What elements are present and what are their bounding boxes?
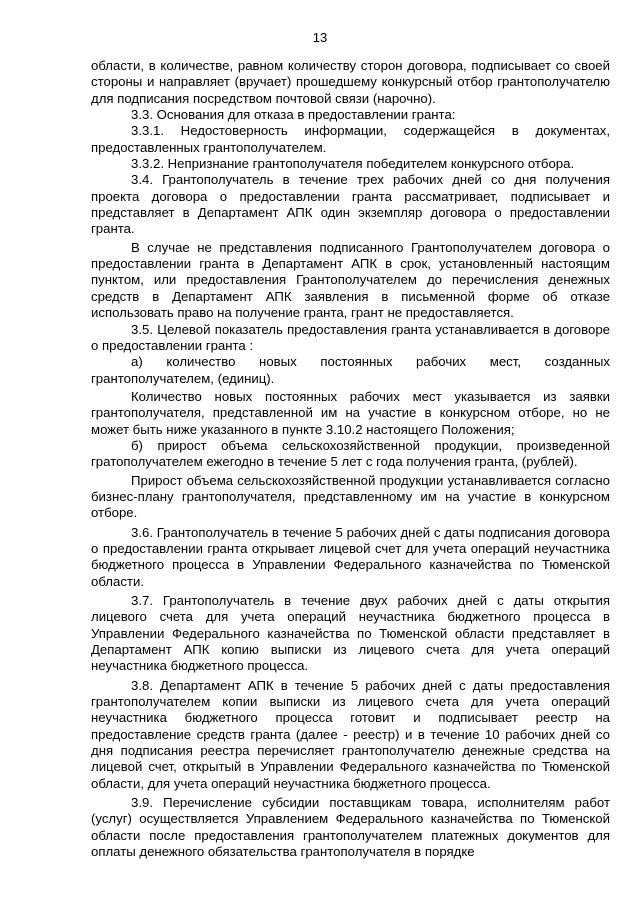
paragraph-3-5-a: а) количество новых постоянных рабочих мест, созданных грантополучателем, (единиц). <box>91 354 610 386</box>
paragraph-3-8: 3.8. Департамент АПК в течение 5 рабочих дней с даты предоставления грантополучателем копии выписки из лицевого счета для учета операций неучастника бюджетного процесса готовит и подписывает реестр на предоставление средств гранта (далее - реестр) и в течение 10 рабочих дней со дня подписания реестра перечисляет грантополучателю денежные средства на лицевой счет, открытый в Управлении Федерального казначейства по Тюменской области, для учета операций неучастника бюджетного процесса. <box>91 677 610 791</box>
paragraph-3-7: 3.7. Грантополучатель в течение двух рабочих дней с даты открытия лицевого счета для учета операций неучастника бюджетного процесса в Управлении Федерального казначейства по Тюменской области представляет в Департамент АПК копию выписки из лицевого счета для учета операций неучастника бюджетного процесса. <box>91 593 610 674</box>
paragraph-continuation: области, в количестве, равном количеству сторон договора, подписывает со своей стороны и направляет (вручает) прошедшему конкурсный отбор грантополучателю для подписания посредством почтовой связи (нарочно). <box>91 58 610 106</box>
paragraph-3-3-2: 3.3.2. Непризнание грантополучателя победителем конкурсного отбора. <box>131 156 575 172</box>
paragraph-3-3-1: 3.3.1. Недостоверность информации, содержащейся в документах, предоставленных грантополучателем. <box>91 123 610 155</box>
page-number: 13 <box>312 30 328 45</box>
paragraph-3-5: 3.5. Целевой показатель предоставления гранта устанавливается в договоре о предоставлении гранта : <box>91 321 610 353</box>
paragraph-3-6: 3.6. Грантополучатель в течение 5 рабочих дней с даты подписания договора о предоставлении гранта открывает лицевой счет для учета операций неучастника бюджетного процесса в Управлении Федерального казначейства по Тюменской области. <box>91 524 610 589</box>
paragraph-3-3: 3.3. Основания для отказа в предоставлении гранта: <box>131 107 456 123</box>
paragraph-3-9: 3.9. Перечисление субсидии поставщикам товара, исполнителям работ (услуг) осуществляется Управлением Федерального казначейства по Тюменской области после предоставления грантополучателем платежных документов для оплаты денежного обязательства грантополучателя в порядке <box>91 795 610 860</box>
paragraph-3-4: 3.4. Грантополучатель в течение трех рабочих дней со дня получения проекта договора о предоставлении гранта рассматривает, подписывает и представляет в Департамент АПК один экземпляр договора о предоставлении гранта. <box>91 172 610 237</box>
paragraph-3-5-b: б) прирост объема сельскохозяйственной продукции, произведенной гратополучателем ежегодно в течение 5 лет с года получения гранта, (рублей). <box>91 437 610 470</box>
document-body <box>91 58 610 861</box>
paragraph-3-4-nonsubmission: В случае не представления подписанного Грантополучателем договора о предоставлении гранта в Департамент АПК в срок, установленный настоящим пунктом, или предоставления Грантополучателем до перечисления денежных средств в Департамент АПК заявления в письменной форме об отказе использовать право на получение гранта, грант не предоставляется. <box>91 239 610 321</box>
paragraph-3-5-b-detail: Прирост объема сельскохозяйственной продукции устанавливается согласно бизнес-плану грантополучателя, представленному им на участие в конкурсном отборе. <box>91 472 610 521</box>
paragraph-3-5-a-detail: Количество новых постоянных рабочих мест указывается из заявки грантополучателя, представленной им на участие в конкурсном отборе, но не может быть ниже указанного в пункте 3.10.2 настоящего Положения; <box>91 388 610 437</box>
